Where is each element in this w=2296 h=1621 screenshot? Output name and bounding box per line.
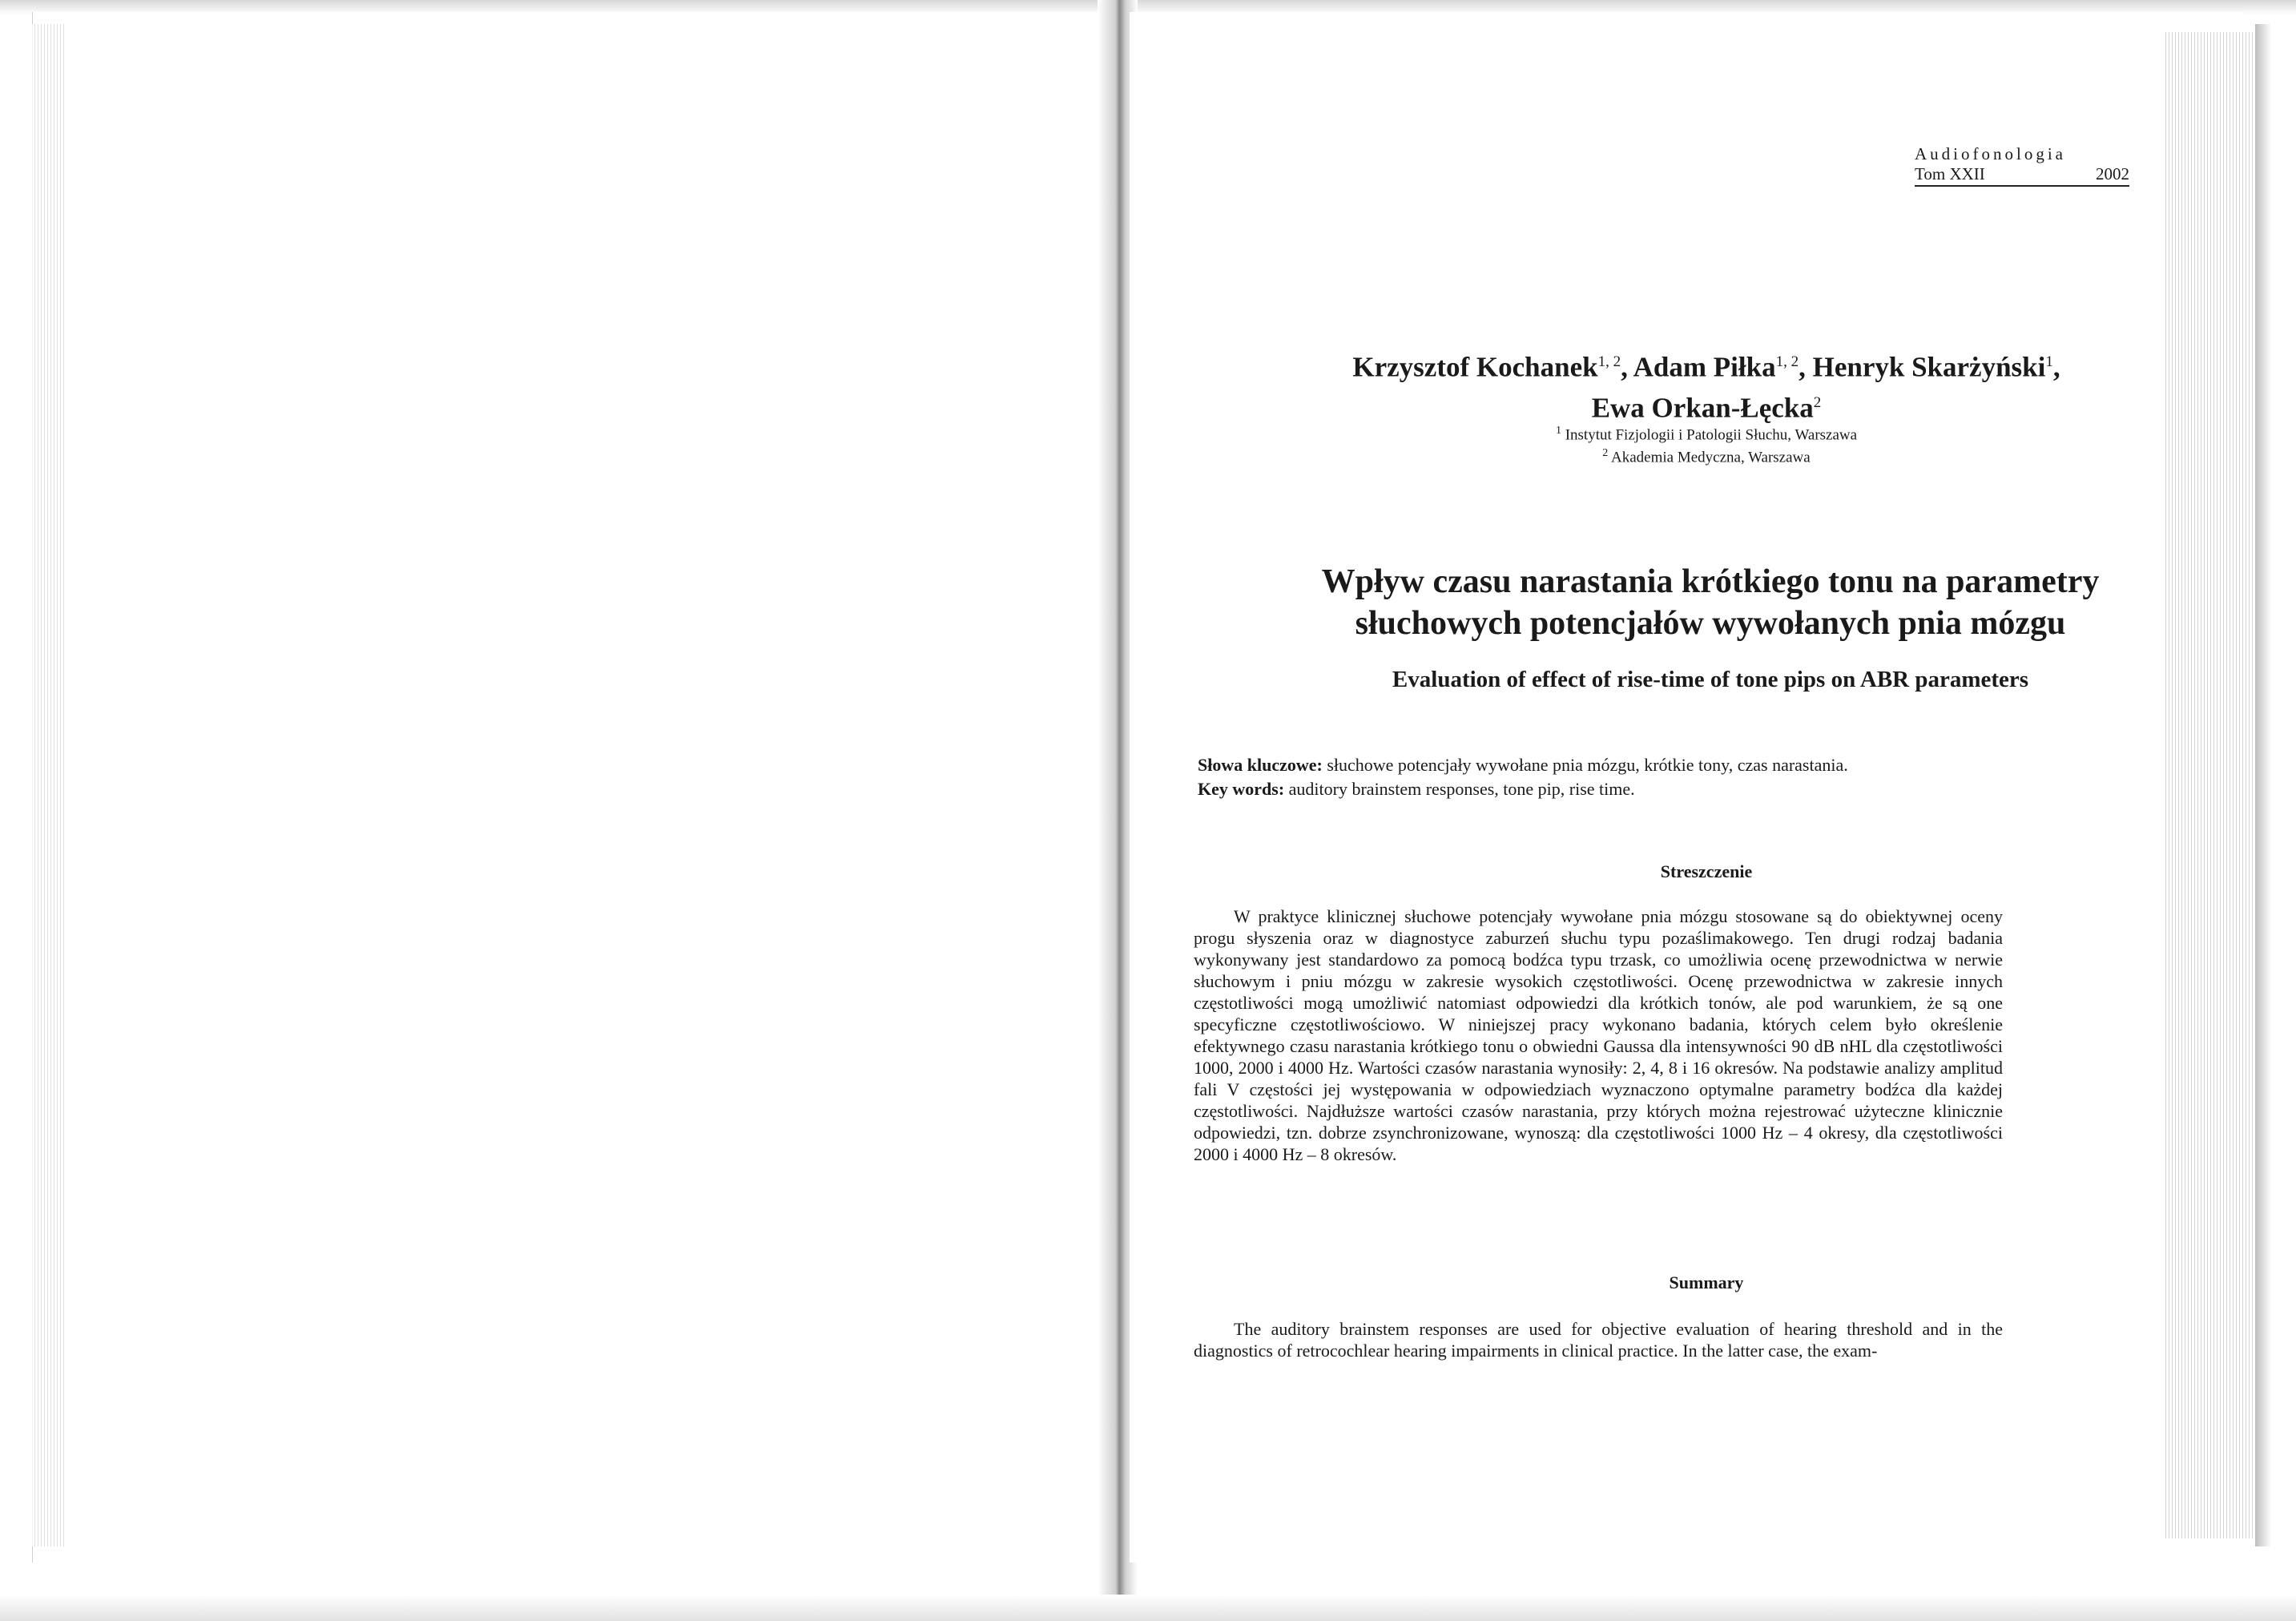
author-separator: , bbox=[2052, 351, 2060, 383]
keywords-pl-text: słuchowe potencjały wywołane pnia mózgu, krótkie tony, czas narastania. bbox=[1322, 755, 1848, 775]
right-page-edges bbox=[2163, 32, 2255, 1538]
affiliation-1 bbox=[1186, 421, 2227, 444]
keywords-polish bbox=[1198, 753, 2079, 777]
affiliation-text: Instytut Fizjologii i Patologii Słuchu, Warszawa bbox=[1565, 426, 1858, 444]
affiliation-text: Akademia Medyczna, Warszawa bbox=[1611, 449, 1811, 466]
author-list bbox=[1186, 345, 2227, 425]
keywords-block bbox=[1198, 753, 2079, 801]
keywords-english bbox=[1198, 777, 2079, 801]
author-name: Henryk Skarżyński bbox=[1812, 351, 2046, 383]
article-title-english: Evaluation of effect of rise-time of tone pips on ABR parameters bbox=[1392, 667, 2029, 692]
scan-edge-bottom bbox=[0, 1595, 2296, 1621]
author-separator: , bbox=[1621, 351, 1633, 383]
author-separator: , bbox=[1799, 351, 1813, 383]
author-name: Ewa Orkan-Łęcka bbox=[1591, 392, 1814, 424]
right-page-shadow bbox=[2255, 24, 2271, 1546]
title-pl-line-1: Wpływ czasu narastania krótkiego tonu na parametry bbox=[1321, 563, 2100, 600]
affiliation-number: 1 bbox=[1555, 425, 1561, 437]
keywords-en-text: auditory brainstem responses, tone pip, rise time. bbox=[1284, 779, 1635, 799]
keywords-en-label: Key words: bbox=[1198, 779, 1285, 799]
journal-volume: Tom XXII bbox=[1915, 164, 1985, 183]
article-title-polish bbox=[1178, 561, 2243, 644]
left-page-blank bbox=[32, 12, 1106, 1563]
summary-heading: Summary bbox=[1669, 1272, 1744, 1292]
title-pl-line-2: słuchowych potencjałów wywołanych pnia mózgu bbox=[1355, 605, 2066, 642]
summary-paragraph: The auditory brainstem responses are used for objective evaluation of hearing threshold and in the diagnostics of retrocochlear hearing impairments in clinical practice. In the latter case, the exam- bbox=[1194, 1319, 2003, 1361]
streszczenie-paragraph: W praktyce klinicznej słuchowe potencjały wywołane pnia mózgu stosowane są do obiektywnej oceny progu słyszenia oraz w diagnostyce zaburzeń słuchu typu pozaślimakowego. Ten drugi rodzaj badania wykonywany jest standardowo za pomocą bodźca typu trzask, co umożliwia ocenę przewodnictwa w nerwie słuchowym i pniu mózgu w zakresie wysokich częstotliwości. Ocenę przewodnictwa w zakresie innych częstotliwości mogą umożliwić natomiast odpowiedzi dla krótkich tonów, ale pod warunkiem, że są one specyficzne częstotliwościowo. W niniejszej pracy wykonano badania, których celem było określenie efektywnego czasu narastania krótkiego tonu o obwiedni Gaussa dla intensywności 90 dB nHL dla częstotliwości 1000, 2000 i 4000 Hz. Wartości czasów narastania wynosiły: 2, 4, 8 i 16 okresów. Na podstawie analizy amplitud fali V częstości jej występowania w odpowiedziach wyznaczono optymalne parametry bodźca dla każdej częstotliwości. Najdłuższe wartości czasów narastania, przy których można rejestrować użyteczne klinicznie odpowiedzi, tzn. dobrze zsynchronizowane, wynoszą: dla częstotliwości 1000 Hz – 4 okresy, dla częstotliwości 2000 i 4000 Hz – 8 okresów. bbox=[1194, 906, 2003, 1164]
author-line-2 bbox=[1186, 385, 2227, 426]
affiliations bbox=[1186, 421, 2227, 467]
author-name: Adam Piłka bbox=[1633, 351, 1776, 383]
journal-name: Audiofonologia bbox=[1915, 144, 2066, 163]
author-affiliation-mark: 2 bbox=[1813, 393, 1822, 411]
affiliation-2 bbox=[1186, 444, 2227, 466]
author-name: Krzysztof Kochanek bbox=[1352, 351, 1598, 383]
affiliation-number: 2 bbox=[1602, 447, 1609, 460]
author-affiliation-mark: 1 bbox=[2045, 353, 2053, 370]
journal-header bbox=[1915, 144, 2129, 187]
author-affiliation-mark: 1, 2 bbox=[1775, 353, 1799, 370]
streszczenie-heading: Streszczenie bbox=[1660, 861, 1753, 881]
journal-year: 2002 bbox=[2096, 164, 2129, 183]
streszczenie-body bbox=[1194, 905, 2003, 1165]
left-page-edges bbox=[32, 24, 64, 1546]
journal-volume-line bbox=[1915, 164, 2129, 187]
author-affiliation-mark: 1, 2 bbox=[1597, 353, 1621, 370]
keywords-pl-label: Słowa kluczowe: bbox=[1198, 755, 1323, 775]
summary-body bbox=[1194, 1318, 2003, 1361]
author-line-1 bbox=[1186, 345, 2227, 385]
